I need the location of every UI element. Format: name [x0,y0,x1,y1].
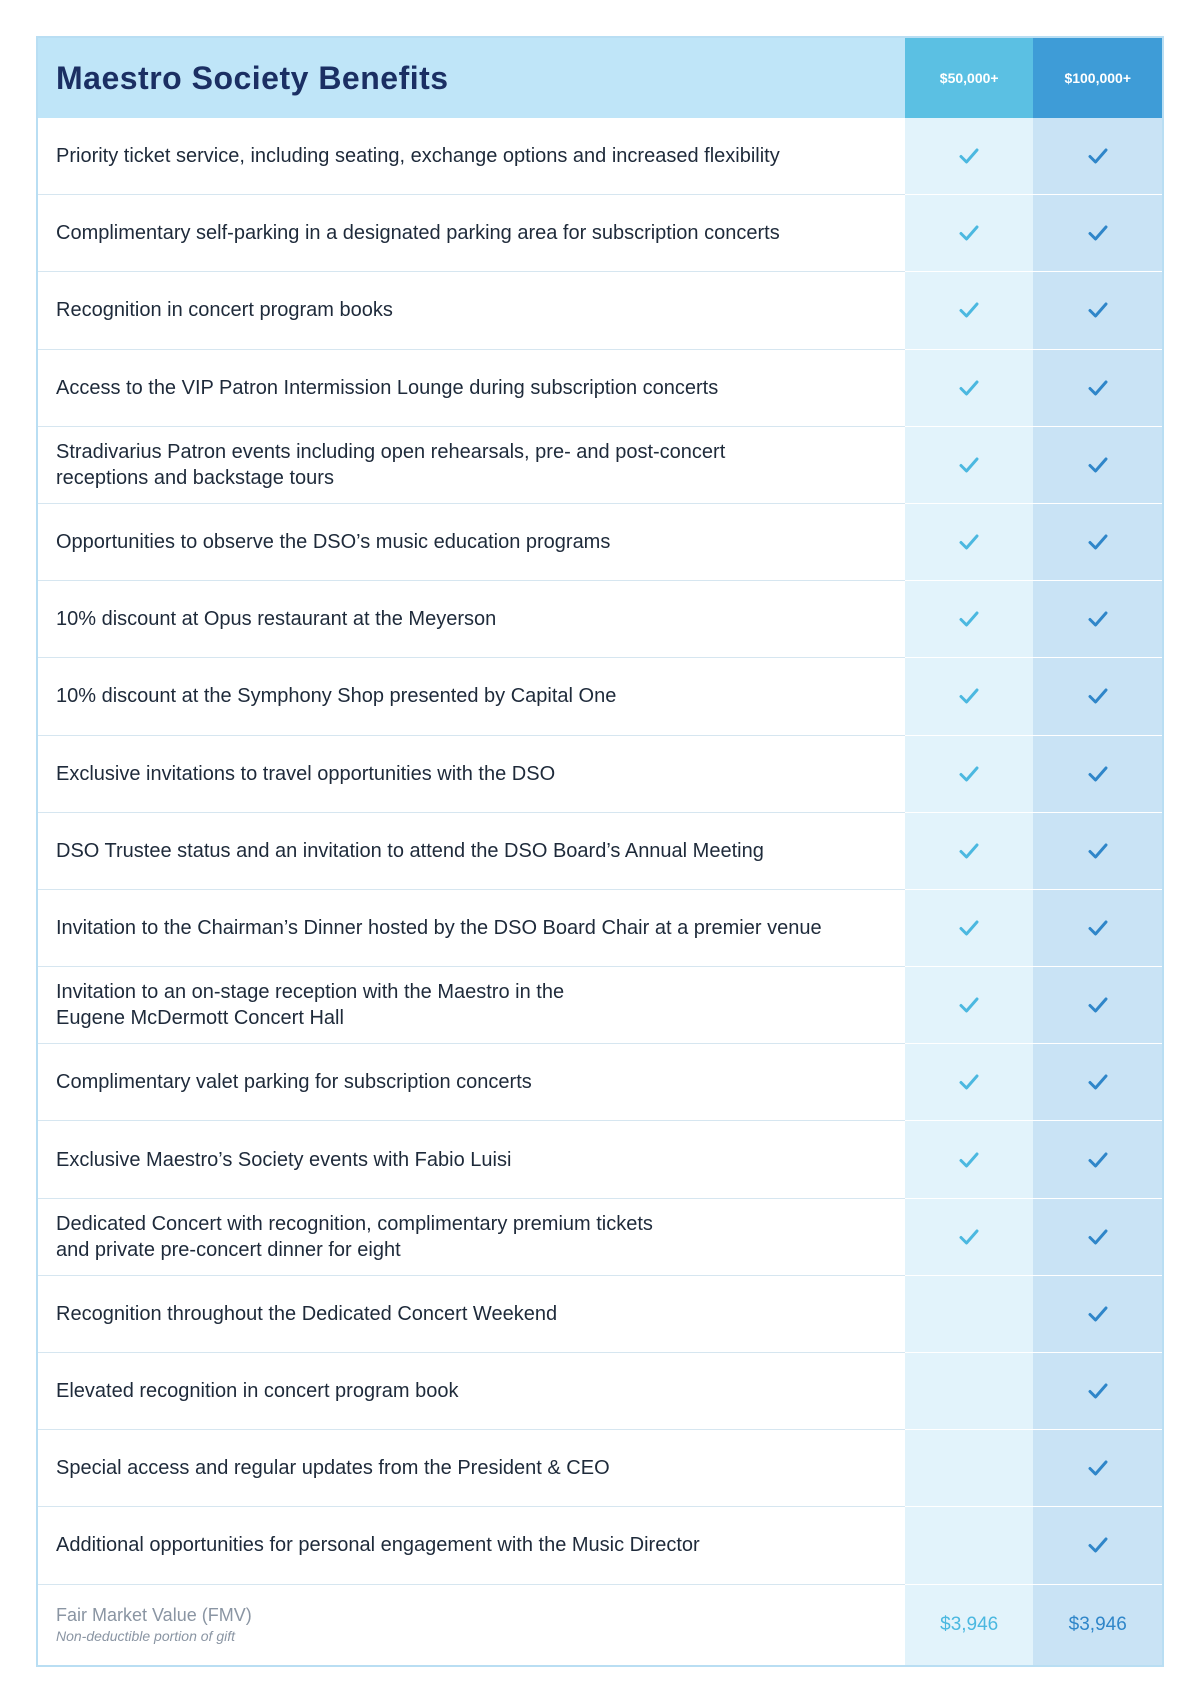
tier-50000-cell [905,581,1034,658]
table-row [38,350,1162,427]
table-row [38,1430,1162,1507]
tier-100000-cell [1033,736,1162,813]
tier-100000-cell [1033,1044,1162,1121]
benefit-text [38,967,905,1044]
checkmark-icon [1087,147,1109,165]
benefit-line: DSO Trustee status and an invitation to attend the DSO Board’s Annual Meeting [56,839,764,862]
tier-50000-cell [905,890,1034,967]
tier-100000-cell [1033,581,1162,658]
benefit-line: Stradivarius Patron events including open rehearsals, pre- and post-concert [56,440,726,463]
benefit-text [38,427,905,504]
checkmark-icon [1087,610,1109,628]
checkmark-icon [1087,379,1109,397]
tier-50000-cell [905,1121,1034,1198]
tier-100000-cell [1033,272,1162,349]
benefit-text [38,195,905,272]
tier-100000-cell [1033,890,1162,967]
table-row [38,736,1162,813]
checkmark-icon [958,147,980,165]
table-row [38,967,1162,1044]
benefit-text [38,118,905,195]
fmv-tier-50000-value: $3,946 [905,1585,1034,1665]
tier-50000-cell [905,272,1034,349]
benefit-line: Priority ticket service, including seating, exchange options and increased flexibility [56,145,780,168]
tier-50000-cell [905,1276,1034,1353]
checkmark-icon [1087,687,1109,705]
benefit-line: Opportunities to observe the DSO’s music education programs [56,531,611,554]
checkmark-icon [1087,456,1109,474]
fmv-tier-100000-value: $3,946 [1033,1585,1162,1665]
tier-50000-cell [905,1507,1034,1584]
tier-100000-cell [1033,504,1162,581]
tier-50000-cell [905,1044,1034,1121]
fmv-sublabel: Non-deductible portion of gift [56,1628,235,1645]
benefit-line: Complimentary valet parking for subscription concerts [56,1071,532,1094]
table-row [38,658,1162,735]
checkmark-icon [958,1073,980,1091]
tier-100000-cell [1033,1507,1162,1584]
tier-100000-cell [1033,195,1162,272]
benefit-line: Recognition in concert program books [56,299,393,322]
benefit-text [38,658,905,735]
checkmark-icon [1087,765,1109,783]
table-row [38,1199,1162,1276]
benefit-line: Elevated recognition in concert program book [56,1380,459,1403]
benefit-text [38,890,905,967]
table-row [38,504,1162,581]
checkmark-icon [958,1151,980,1169]
benefit-text [38,1276,905,1353]
checkmark-icon [958,533,980,551]
tier-50000-cell [905,1199,1034,1276]
tier-50000-cell [905,195,1034,272]
checkmark-icon [1087,1536,1109,1554]
tier-100000-cell [1033,658,1162,735]
benefit-rows [38,118,1162,1585]
tier-50000-cell [905,350,1034,427]
checkmark-icon [1087,996,1109,1014]
benefit-line: 10% discount at Opus restaurant at the Meyerson [56,608,497,631]
benefit-line: Recognition throughout the Dedicated Concert Weekend [56,1302,558,1325]
benefit-text [38,813,905,890]
table-row [38,195,1162,272]
benefit-line: Additional opportunities for personal engagement with the Music Director [56,1534,700,1557]
checkmark-icon [1087,1459,1109,1477]
tier-50000-cell [905,658,1034,735]
benefits-table [36,36,1164,1667]
tier-100000-cell [1033,1199,1162,1276]
benefit-text [38,581,905,658]
checkmark-icon [1087,842,1109,860]
benefit-text [38,272,905,349]
table-row [38,1044,1162,1121]
header-title-cell [38,38,905,118]
benefit-line: Exclusive invitations to travel opportunities with the DSO [56,762,556,785]
table-row [38,813,1162,890]
tier-100000-cell [1033,813,1162,890]
benefit-text [38,1199,905,1276]
table-row [38,427,1162,504]
checkmark-icon [958,765,980,783]
benefit-text [38,1353,905,1430]
benefit-line: Eugene McDermott Concert Hall [56,1007,344,1030]
checkmark-icon [1087,1382,1109,1400]
tier-50000-cell [905,813,1034,890]
checkmark-icon [1087,301,1109,319]
tier-100000-cell [1033,1121,1162,1198]
checkmark-icon [958,687,980,705]
tier-100000-header: $100,000+ [1033,38,1162,118]
benefit-text [38,350,905,427]
benefit-line: Exclusive Maestro’s Society events with Fabio Luisi [56,1148,512,1171]
tier-50000-cell [905,967,1034,1044]
tier-50000-header: $50,000+ [905,38,1034,118]
tier-100000-cell [1033,427,1162,504]
tier-100000-cell [1033,350,1162,427]
checkmark-icon [958,996,980,1014]
benefit-text [38,1507,905,1584]
table-row [38,1507,1162,1584]
checkmark-icon [1087,224,1109,242]
benefit-line: Complimentary self-parking in a designated parking area for subscription concerts [56,222,780,245]
table-row [38,118,1162,195]
checkmark-icon [1087,1073,1109,1091]
table-row [38,890,1162,967]
benefit-line: Invitation to an on-stage reception with the Maestro in the [56,981,565,1004]
benefit-text [38,1430,905,1507]
checkmark-icon [958,301,980,319]
checkmark-icon [958,224,980,242]
tier-100000-cell [1033,1430,1162,1507]
benefit-text [38,1121,905,1198]
tier-50000-cell [905,736,1034,813]
table-row [38,1276,1162,1353]
tier-50000-cell [905,1353,1034,1430]
benefit-line: receptions and backstage tours [56,466,334,489]
table-title: Maestro Society Benefits [56,59,449,96]
table-row [38,272,1162,349]
benefit-line: Invitation to the Chairman’s Dinner hosted by the DSO Board Chair at a premier venue [56,916,822,939]
benefit-line: Dedicated Concert with recognition, complimentary premium tickets [56,1212,653,1235]
checkmark-icon [1087,1151,1109,1169]
fmv-label-cell [38,1585,905,1665]
table-row [38,1353,1162,1430]
checkmark-icon [958,456,980,474]
checkmark-icon [1087,533,1109,551]
benefit-text [38,736,905,813]
checkmark-icon [958,1228,980,1246]
checkmark-icon [1087,1305,1109,1323]
checkmark-icon [1087,1228,1109,1246]
fmv-label: Fair Market Value (FMV) [56,1605,252,1626]
table-header [38,38,1162,118]
tier-100000-cell [1033,1353,1162,1430]
checkmark-icon [958,379,980,397]
table-row [38,1121,1162,1198]
benefit-line: 10% discount at the Symphony Shop presented by Capital One [56,685,617,708]
fmv-row [38,1585,1162,1665]
table-row [38,581,1162,658]
benefit-line: Access to the VIP Patron Intermission Lounge during subscription concerts [56,376,719,399]
tier-50000-cell [905,1430,1034,1507]
checkmark-icon [958,842,980,860]
tier-100000-cell [1033,1276,1162,1353]
tier-100000-cell [1033,118,1162,195]
benefit-text [38,1044,905,1121]
tier-50000-cell [905,118,1034,195]
benefit-text [38,504,905,581]
tier-50000-cell [905,504,1034,581]
checkmark-icon [1087,919,1109,937]
tier-100000-cell [1033,967,1162,1044]
benefit-line: Special access and regular updates from the President & CEO [56,1457,610,1480]
benefit-line: and private pre-concert dinner for eight [56,1238,401,1261]
checkmark-icon [958,919,980,937]
checkmark-icon [958,610,980,628]
tier-50000-cell [905,427,1034,504]
